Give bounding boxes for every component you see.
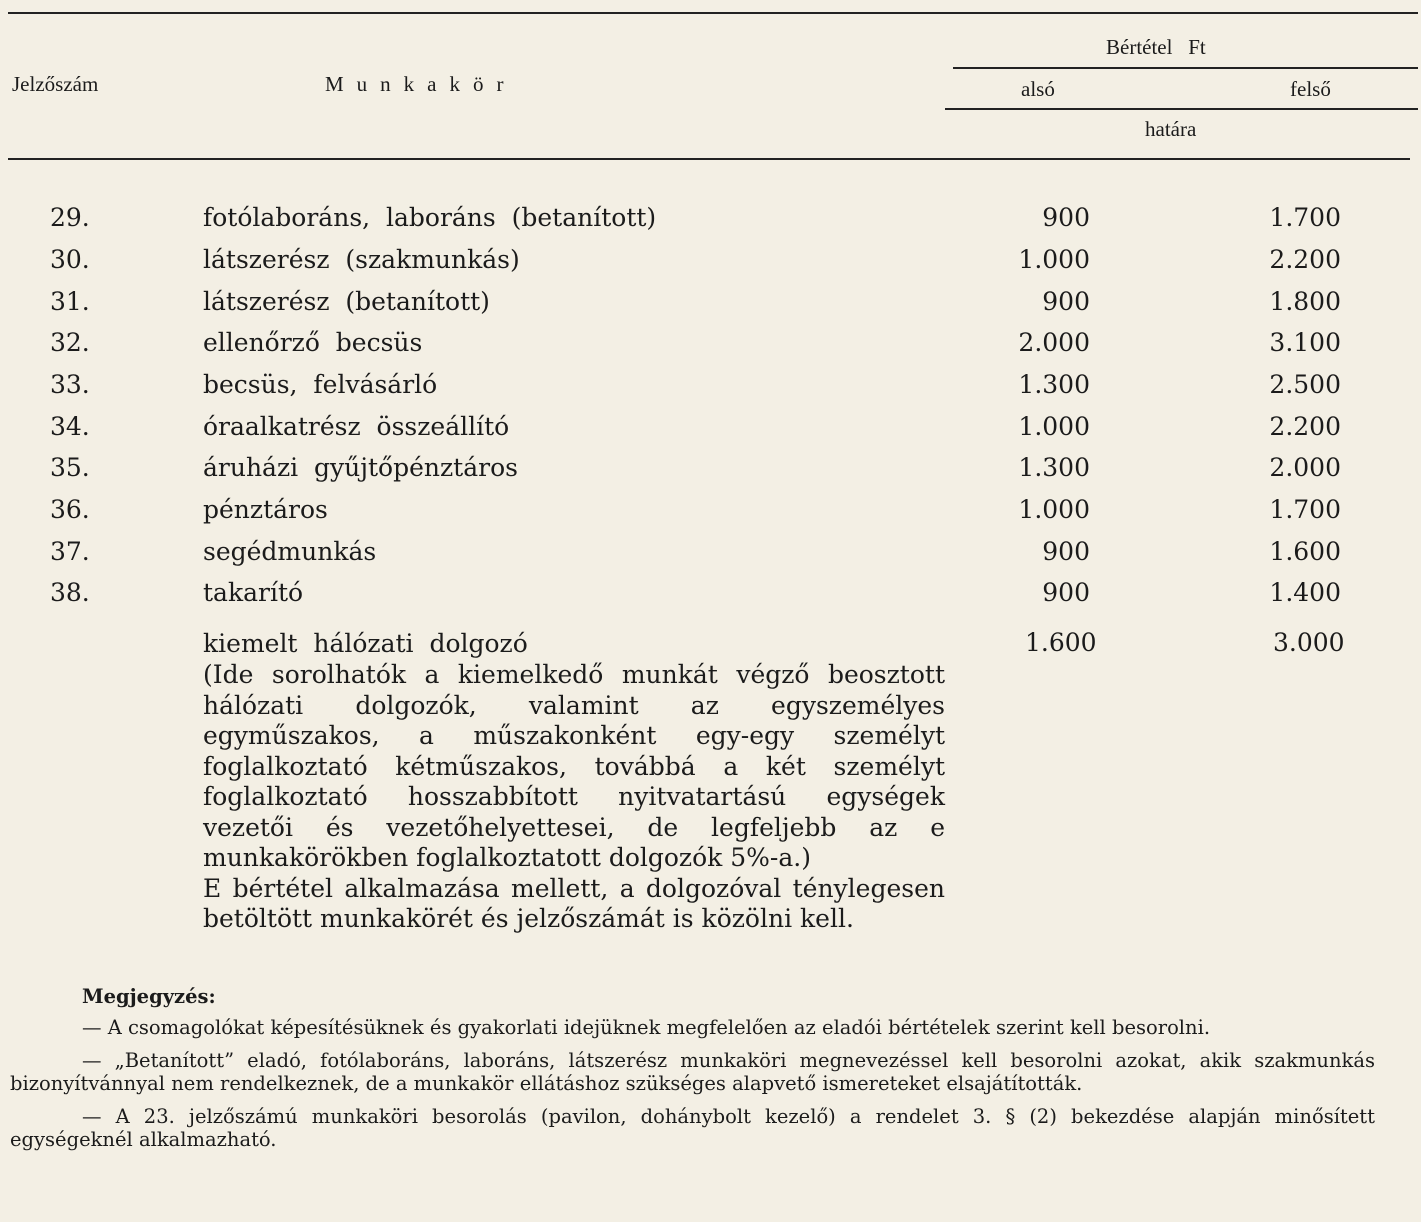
row-number: 30. [50,245,90,274]
also-felso-rule [945,108,1418,110]
row-title: látszerész (szakmunkás) [203,245,520,274]
extra-description: (Ide sorolhatók a kiemelkedő munkát végző beosztott hálózati dolgozók, valamint az egyszemélyes egyműszakos, a műszakonként egy-egy személyt foglalkoztató kétműszakos, továbbá a két személyt foglalkoztató hosszabbított nyitvatartású egységek vezetői és vezetőhelyettesei, de legfeljebb az e munkakörökben foglalkoztatott dolgozók 5%-a.) [203,660,945,872]
row-number: 31. [50,287,90,316]
row-felso: 1.600 [1269,537,1341,566]
row-title: takarító [203,578,304,607]
note-paragraph: — A csomagolókat képesítésüknek és gyakorlati idejüknek megfelelően az eladói bértételek szerint kell besorolni. [82,1016,1211,1039]
notes-heading: Megjegyzés: [82,985,216,1008]
bertetel-rule [953,67,1418,69]
row-felso: 2.000 [1269,453,1341,482]
table-row [0,578,1421,620]
table-row [0,287,1421,329]
row-felso: 1.700 [1269,495,1341,524]
row-felso: 2.200 [1269,412,1341,441]
row-also: 900 [1042,537,1090,566]
notes-section [10,985,1375,1161]
row-title: pénztáros [203,495,328,524]
header-also: alsó [1021,77,1055,101]
row-also: 1.000 [1018,412,1090,441]
row-also: 1.000 [1018,245,1090,274]
header-felso: felső [1290,77,1331,101]
row-also: 2.000 [1018,328,1090,357]
row-title: fotólaboráns, laboráns (betanított) [203,203,657,232]
row-number: 38. [50,578,90,607]
extra-title: kiemelt hálózati dolgozó [203,629,528,658]
row-title: ellenőrző becsüs [203,328,423,357]
table-row [0,453,1421,495]
table-row [0,245,1421,287]
row-number: 33. [50,370,90,399]
row-also: 900 [1042,287,1090,316]
extra-also: 1.600 [1025,628,1097,657]
table-row [0,537,1421,579]
row-title: segédmunkás [203,537,377,566]
row-title: becsüs, felvásárló [203,370,438,399]
header-top-rule [8,12,1418,14]
table-row [0,370,1421,412]
row-also: 1.000 [1018,495,1090,524]
row-felso: 2.500 [1269,370,1341,399]
row-number: 36. [50,495,90,524]
table-row [0,412,1421,454]
extra-note: E bértétel alkalmazása mellett, a dolgozóval ténylegesen betöltött munkakörét és jelzőszámát is közölni kell. [203,873,945,933]
note-paragraph: — A 23. jelzőszámú munkaköri besorolás (pavilon, dohánybolt kezelő) a rendelet 3. § (2) bekezdése alapján minősített egységeknél alkalmazható. [10,1105,1375,1151]
row-also: 900 [1042,578,1090,607]
table-row [0,495,1421,537]
row-felso: 2.200 [1269,245,1341,274]
header-hatara: határa [1145,117,1197,141]
row-felso: 3.100 [1269,328,1341,357]
row-also: 1.300 [1018,370,1090,399]
header-bottom-rule [8,158,1410,160]
row-number: 32. [50,328,90,357]
row-title: óraalkatrész összeállító [203,412,510,441]
row-title: látszerész (betanított) [203,287,490,316]
row-title: áruházi gyűjtőpénztáros [203,453,518,482]
table-row [0,203,1421,245]
table-row [0,328,1421,370]
row-felso: 1.800 [1269,287,1341,316]
row-number: 35. [50,453,90,482]
row-felso: 1.400 [1269,578,1341,607]
row-number: 34. [50,412,90,441]
row-number: 29. [50,203,90,232]
note-paragraph: — „Betanított” eladó, fotólaboráns, laboráns, látszerész munkaköri megnevezéssel kell besorolni azokat, akik szakmunkás bizonyítvánnyal nem rendelkeznek, de a munkakör ellátáshoz szükséges alapvető ismereteket elsajátították. [10,1049,1375,1095]
row-felso: 1.700 [1269,203,1341,232]
row-also: 1.300 [1018,453,1090,482]
row-number: 37. [50,537,90,566]
header-bertetel: Bértétel Ft [1106,35,1206,59]
row-also: 900 [1042,203,1090,232]
extra-felso: 3.000 [1273,628,1345,657]
extra-entry [203,628,1345,935]
header-munkakor: Munkakör [325,72,517,96]
header-jelzoszam: Jelzőszám [12,72,99,96]
